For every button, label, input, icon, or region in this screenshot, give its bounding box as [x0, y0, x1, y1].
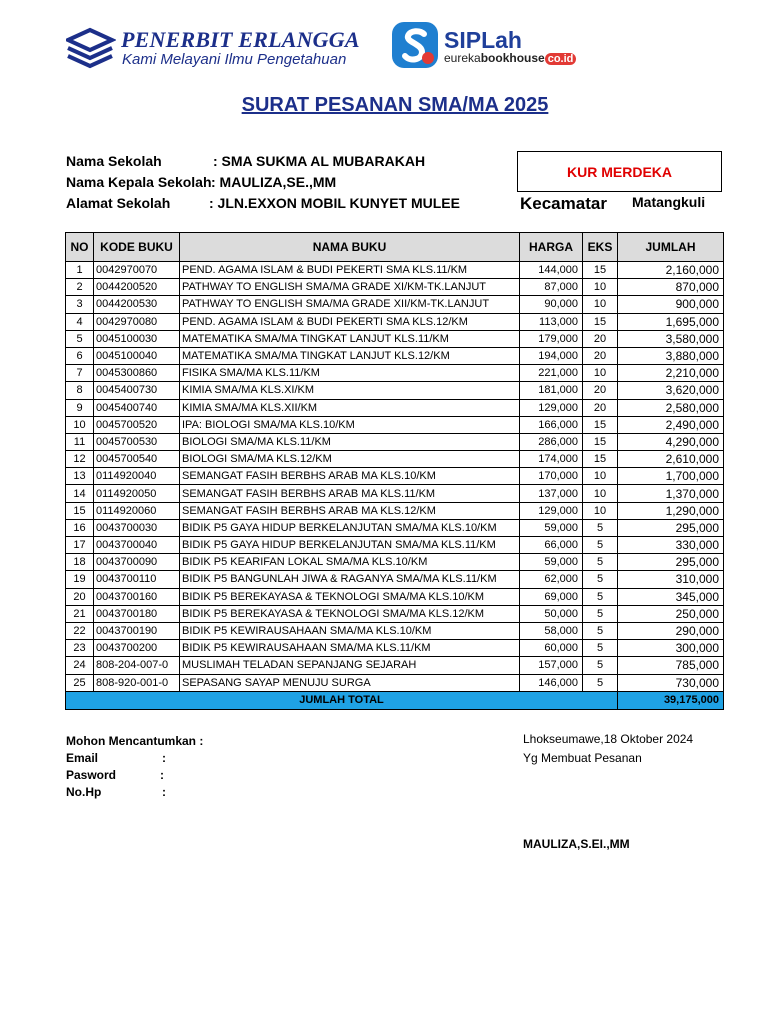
- row-jumlah: 4,290,000: [618, 433, 724, 450]
- row-jumlah: 1,700,000: [618, 468, 724, 485]
- row-kode: 0042970080: [94, 313, 180, 330]
- row-eks: 15: [583, 451, 618, 468]
- row-kode: 0042970070: [94, 262, 180, 279]
- row-jumlah: 330,000: [618, 537, 724, 554]
- row-no: 3: [66, 296, 94, 313]
- row-harga: 60,000: [520, 640, 583, 657]
- row-jumlah: 785,000: [618, 657, 724, 674]
- row-eks: 20: [583, 347, 618, 364]
- row-eks: 15: [583, 433, 618, 450]
- row-harga: 170,000: [520, 468, 583, 485]
- row-eks: 10: [583, 279, 618, 296]
- row-jumlah: 730,000: [618, 674, 724, 691]
- table-row: [66, 605, 724, 622]
- table-row: [66, 330, 724, 347]
- school-name-label: Nama Sekolah: [66, 153, 162, 169]
- row-kode: 0045700540: [94, 451, 180, 468]
- row-harga: 194,000: [520, 347, 583, 364]
- row-eks: 10: [583, 365, 618, 382]
- kecamatan-label: Kecamatar: [520, 194, 607, 213]
- publisher-name: PENERBIT ERLANGGA: [121, 27, 360, 52]
- header-harga: HARGA: [520, 233, 583, 262]
- row-harga: 146,000: [520, 674, 583, 691]
- row-no: 21: [66, 605, 94, 622]
- row-harga: 179,000: [520, 330, 583, 347]
- row-nama: FISIKA SMA/MA KLS.11/KM: [180, 365, 520, 382]
- total-row: [66, 691, 724, 709]
- platform-url: [444, 51, 576, 65]
- place-date: Lhokseumawe,18 Oktober 2024: [523, 732, 694, 746]
- row-no: 16: [66, 519, 94, 536]
- row-harga: 129,000: [520, 399, 583, 416]
- row-nama: SEPASANG SAYAP MENUJU SURGA: [180, 674, 520, 691]
- platform-url-tld: co.id: [545, 53, 577, 65]
- note-heading: Mohon Mencantumkan :: [66, 734, 204, 748]
- row-no: 1: [66, 262, 94, 279]
- row-kode: 0043700180: [94, 605, 180, 622]
- row-kode: 0045400730: [94, 382, 180, 399]
- row-eks: 10: [583, 468, 618, 485]
- row-no: 4: [66, 313, 94, 330]
- page-title: SURAT PESANAN SMA/MA 2025: [241, 94, 549, 116]
- row-harga: 90,000: [520, 296, 583, 313]
- row-harga: 59,000: [520, 554, 583, 571]
- row-jumlah: 1,370,000: [618, 485, 724, 502]
- row-harga: 50,000: [520, 605, 583, 622]
- kecamatan-value: Matangkuli: [632, 194, 706, 210]
- row-harga: 87,000: [520, 279, 583, 296]
- row-harga: 221,000: [520, 365, 583, 382]
- row-jumlah: 3,880,000: [618, 347, 724, 364]
- header-eks: EKS: [583, 233, 618, 262]
- row-nama: KIMIA SMA/MA KLS.XII/KM: [180, 399, 520, 416]
- table-row: [66, 279, 724, 296]
- header-kode: KODE BUKU: [94, 233, 180, 262]
- table-row: [66, 313, 724, 330]
- row-jumlah: 310,000: [618, 571, 724, 588]
- row-eks: 15: [583, 262, 618, 279]
- row-no: 17: [66, 537, 94, 554]
- table-row: [66, 519, 724, 536]
- row-kode: 0043700190: [94, 622, 180, 639]
- row-kode: 0045400740: [94, 399, 180, 416]
- head-name-label: Nama Kepala Sekolah: [66, 174, 212, 190]
- row-eks: 5: [583, 519, 618, 536]
- publisher-tagline: Kami Melayani Ilmu Pengetahuan: [122, 51, 347, 68]
- row-jumlah: 900,000: [618, 296, 724, 313]
- row-nama: BIDIK P5 BEREKAYASA & TEKNOLOGI SMA/MA KLS.10/KM: [180, 588, 520, 605]
- row-nama: BIDIK P5 GAYA HIDUP BERKELANJUTAN SMA/MA KLS.10/KM: [180, 519, 520, 536]
- row-no: 12: [66, 451, 94, 468]
- row-no: 10: [66, 416, 94, 433]
- row-harga: 286,000: [520, 433, 583, 450]
- row-kode: 0114920060: [94, 502, 180, 519]
- platform-name: SIPLah: [444, 27, 522, 53]
- email-colon: :: [162, 751, 166, 765]
- row-nama: BIDIK P5 KEWIRAUSAHAAN SMA/MA KLS.10/KM: [180, 622, 520, 639]
- row-nama: IPA: BIOLOGI SMA/MA KLS.10/KM: [180, 416, 520, 433]
- row-no: 2: [66, 279, 94, 296]
- row-jumlah: 250,000: [618, 605, 724, 622]
- table-row: [66, 296, 724, 313]
- row-no: 25: [66, 674, 94, 691]
- email-label: Email: [66, 751, 99, 765]
- row-eks: 5: [583, 622, 618, 639]
- row-eks: 5: [583, 674, 618, 691]
- password-label: Pasword: [66, 768, 117, 782]
- row-harga: 144,000: [520, 262, 583, 279]
- row-no: 11: [66, 433, 94, 450]
- signer-name: MAULIZA,S.EI.,MM: [523, 837, 630, 851]
- row-jumlah: 290,000: [618, 622, 724, 639]
- row-eks: 5: [583, 640, 618, 657]
- table-row: [66, 365, 724, 382]
- row-jumlah: 2,160,000: [618, 262, 724, 279]
- phone-label: No.Hp: [66, 785, 102, 799]
- row-nama: SEMANGAT FASIH BERBHS ARAB MA KLS.10/KM: [180, 468, 520, 485]
- row-no: 22: [66, 622, 94, 639]
- row-eks: 10: [583, 296, 618, 313]
- table-row: [66, 588, 724, 605]
- head-name-value: : MAULIZA,SE.,MM: [211, 174, 337, 190]
- row-harga: 157,000: [520, 657, 583, 674]
- row-jumlah: 1,695,000: [618, 313, 724, 330]
- row-nama: PEND. AGAMA ISLAM & BUDI PEKERTI SMA KLS.11/KM: [180, 262, 520, 279]
- row-eks: 15: [583, 313, 618, 330]
- row-harga: 181,000: [520, 382, 583, 399]
- row-jumlah: 3,580,000: [618, 330, 724, 347]
- row-harga: 69,000: [520, 588, 583, 605]
- table-row: [66, 640, 724, 657]
- row-no: 23: [66, 640, 94, 657]
- school-name-value: : SMA SUKMA AL MUBARAKAH: [213, 153, 426, 169]
- row-nama: SEMANGAT FASIH BERBHS ARAB MA KLS.11/KM: [180, 485, 520, 502]
- row-kode: 0045300860: [94, 365, 180, 382]
- row-no: 18: [66, 554, 94, 571]
- platform-url-main: bookhouse: [480, 51, 545, 65]
- order-table: [65, 232, 724, 710]
- row-no: 14: [66, 485, 94, 502]
- row-no: 15: [66, 502, 94, 519]
- row-jumlah: 345,000: [618, 588, 724, 605]
- header-no: NO: [66, 233, 94, 262]
- row-kode: 808-204-007-0: [94, 657, 180, 674]
- row-nama: BIDIK P5 GAYA HIDUP BERKELANJUTAN SMA/MA KLS.11/KM: [180, 537, 520, 554]
- row-nama: BIOLOGI SMA/MA KLS.12/KM: [180, 451, 520, 468]
- table-row: [66, 399, 724, 416]
- row-kode: 0045100040: [94, 347, 180, 364]
- row-no: 13: [66, 468, 94, 485]
- row-nama: BIDIK P5 KEWIRAUSAHAAN SMA/MA KLS.11/KM: [180, 640, 520, 657]
- row-kode: 0045700520: [94, 416, 180, 433]
- row-nama: MATEMATIKA SMA/MA TINGKAT LANJUT KLS.12/KM: [180, 347, 520, 364]
- row-nama: BIDIK P5 BEREKAYASA & TEKNOLOGI SMA/MA KLS.12/KM: [180, 605, 520, 622]
- row-harga: 166,000: [520, 416, 583, 433]
- row-no: 19: [66, 571, 94, 588]
- row-kode: 0044200520: [94, 279, 180, 296]
- row-harga: 129,000: [520, 502, 583, 519]
- row-nama: SEMANGAT FASIH BERBHS ARAB MA KLS.12/KM: [180, 502, 520, 519]
- row-no: 24: [66, 657, 94, 674]
- header-jumlah: JUMLAH: [618, 233, 724, 262]
- row-no: 9: [66, 399, 94, 416]
- row-eks: 20: [583, 399, 618, 416]
- row-eks: 5: [583, 571, 618, 588]
- table-row: [66, 347, 724, 364]
- table-row: [66, 657, 724, 674]
- row-harga: 66,000: [520, 537, 583, 554]
- row-harga: 137,000: [520, 485, 583, 502]
- row-kode: 0043700030: [94, 519, 180, 536]
- table-row: [66, 416, 724, 433]
- row-nama: BIDIK P5 KEARIFAN LOKAL SMA/MA KLS.10/KM: [180, 554, 520, 571]
- row-harga: 59,000: [520, 519, 583, 536]
- row-kode: 0043700090: [94, 554, 180, 571]
- row-kode: 0043700200: [94, 640, 180, 657]
- row-kode: 808-920-001-0: [94, 674, 180, 691]
- row-nama: BIDIK P5 BANGUNLAH JIWA & RAGANYA SMA/MA KLS.11/KM: [180, 571, 520, 588]
- signer-role: Yg Membuat Pesanan: [523, 751, 642, 765]
- row-no: 7: [66, 365, 94, 382]
- siplah-logo-icon: [390, 20, 440, 70]
- table-row: [66, 433, 724, 450]
- row-kode: 0043700040: [94, 537, 180, 554]
- row-kode: 0045700530: [94, 433, 180, 450]
- row-jumlah: 2,490,000: [618, 416, 724, 433]
- row-kode: 0044200530: [94, 296, 180, 313]
- row-harga: 58,000: [520, 622, 583, 639]
- curriculum-box: KUR MERDEKA: [517, 151, 722, 192]
- row-eks: 5: [583, 537, 618, 554]
- row-nama: PATHWAY TO ENGLISH SMA/MA GRADE XII/KM-TK.LANJUT: [180, 296, 520, 313]
- table-row: [66, 468, 724, 485]
- row-eks: 20: [583, 330, 618, 347]
- row-kode: 0043700110: [94, 571, 180, 588]
- row-kode: 0114920040: [94, 468, 180, 485]
- row-jumlah: 2,580,000: [618, 399, 724, 416]
- row-eks: 20: [583, 382, 618, 399]
- total-value: 39,175,000: [618, 691, 724, 709]
- table-row: [66, 502, 724, 519]
- row-nama: PATHWAY TO ENGLISH SMA/MA GRADE XI/KM-TK.LANJUT: [180, 279, 520, 296]
- row-jumlah: 300,000: [618, 640, 724, 657]
- table-row: [66, 382, 724, 399]
- row-eks: 10: [583, 485, 618, 502]
- row-no: 8: [66, 382, 94, 399]
- row-eks: 10: [583, 502, 618, 519]
- row-nama: BIOLOGI SMA/MA KLS.11/KM: [180, 433, 520, 450]
- row-no: 20: [66, 588, 94, 605]
- table-row: [66, 674, 724, 691]
- total-label: JUMLAH TOTAL: [66, 691, 618, 709]
- row-no: 6: [66, 347, 94, 364]
- table-row: [66, 554, 724, 571]
- row-jumlah: 295,000: [618, 554, 724, 571]
- row-nama: PEND. AGAMA ISLAM & BUDI PEKERTI SMA KLS.12/KM: [180, 313, 520, 330]
- row-no: 5: [66, 330, 94, 347]
- row-nama: MUSLIMAH TELADAN SEPANJANG SEJARAH: [180, 657, 520, 674]
- table-row: [66, 622, 724, 639]
- row-eks: 5: [583, 554, 618, 571]
- table-header-row: [66, 233, 724, 262]
- row-harga: 113,000: [520, 313, 583, 330]
- address-value: : JLN.EXXON MOBIL KUNYET MULEE: [209, 195, 460, 211]
- header-nama: NAMA BUKU: [180, 233, 520, 262]
- row-jumlah: 2,610,000: [618, 451, 724, 468]
- table-row: [66, 537, 724, 554]
- row-kode: 0045100030: [94, 330, 180, 347]
- address-label: Alamat Sekolah: [66, 195, 171, 211]
- row-jumlah: 1,290,000: [618, 502, 724, 519]
- table-row: [66, 451, 724, 468]
- row-jumlah: 295,000: [618, 519, 724, 536]
- row-kode: 0043700160: [94, 588, 180, 605]
- row-jumlah: 2,210,000: [618, 365, 724, 382]
- table-row: [66, 485, 724, 502]
- row-jumlah: 870,000: [618, 279, 724, 296]
- phone-colon: :: [162, 785, 166, 799]
- row-harga: 62,000: [520, 571, 583, 588]
- row-nama: KIMIA SMA/MA KLS.XI/KM: [180, 382, 520, 399]
- row-kode: 0114920050: [94, 485, 180, 502]
- row-eks: 15: [583, 416, 618, 433]
- password-colon: :: [160, 768, 164, 782]
- platform-url-prefix: eureka: [444, 51, 481, 65]
- row-eks: 5: [583, 588, 618, 605]
- table-row: [66, 571, 724, 588]
- row-eks: 5: [583, 657, 618, 674]
- row-nama: MATEMATIKA SMA/MA TINGKAT LANJUT KLS.11/KM: [180, 330, 520, 347]
- row-jumlah: 3,620,000: [618, 382, 724, 399]
- table-row: [66, 262, 724, 279]
- erlangga-logo-icon: [66, 26, 116, 70]
- row-harga: 174,000: [520, 451, 583, 468]
- row-eks: 5: [583, 605, 618, 622]
